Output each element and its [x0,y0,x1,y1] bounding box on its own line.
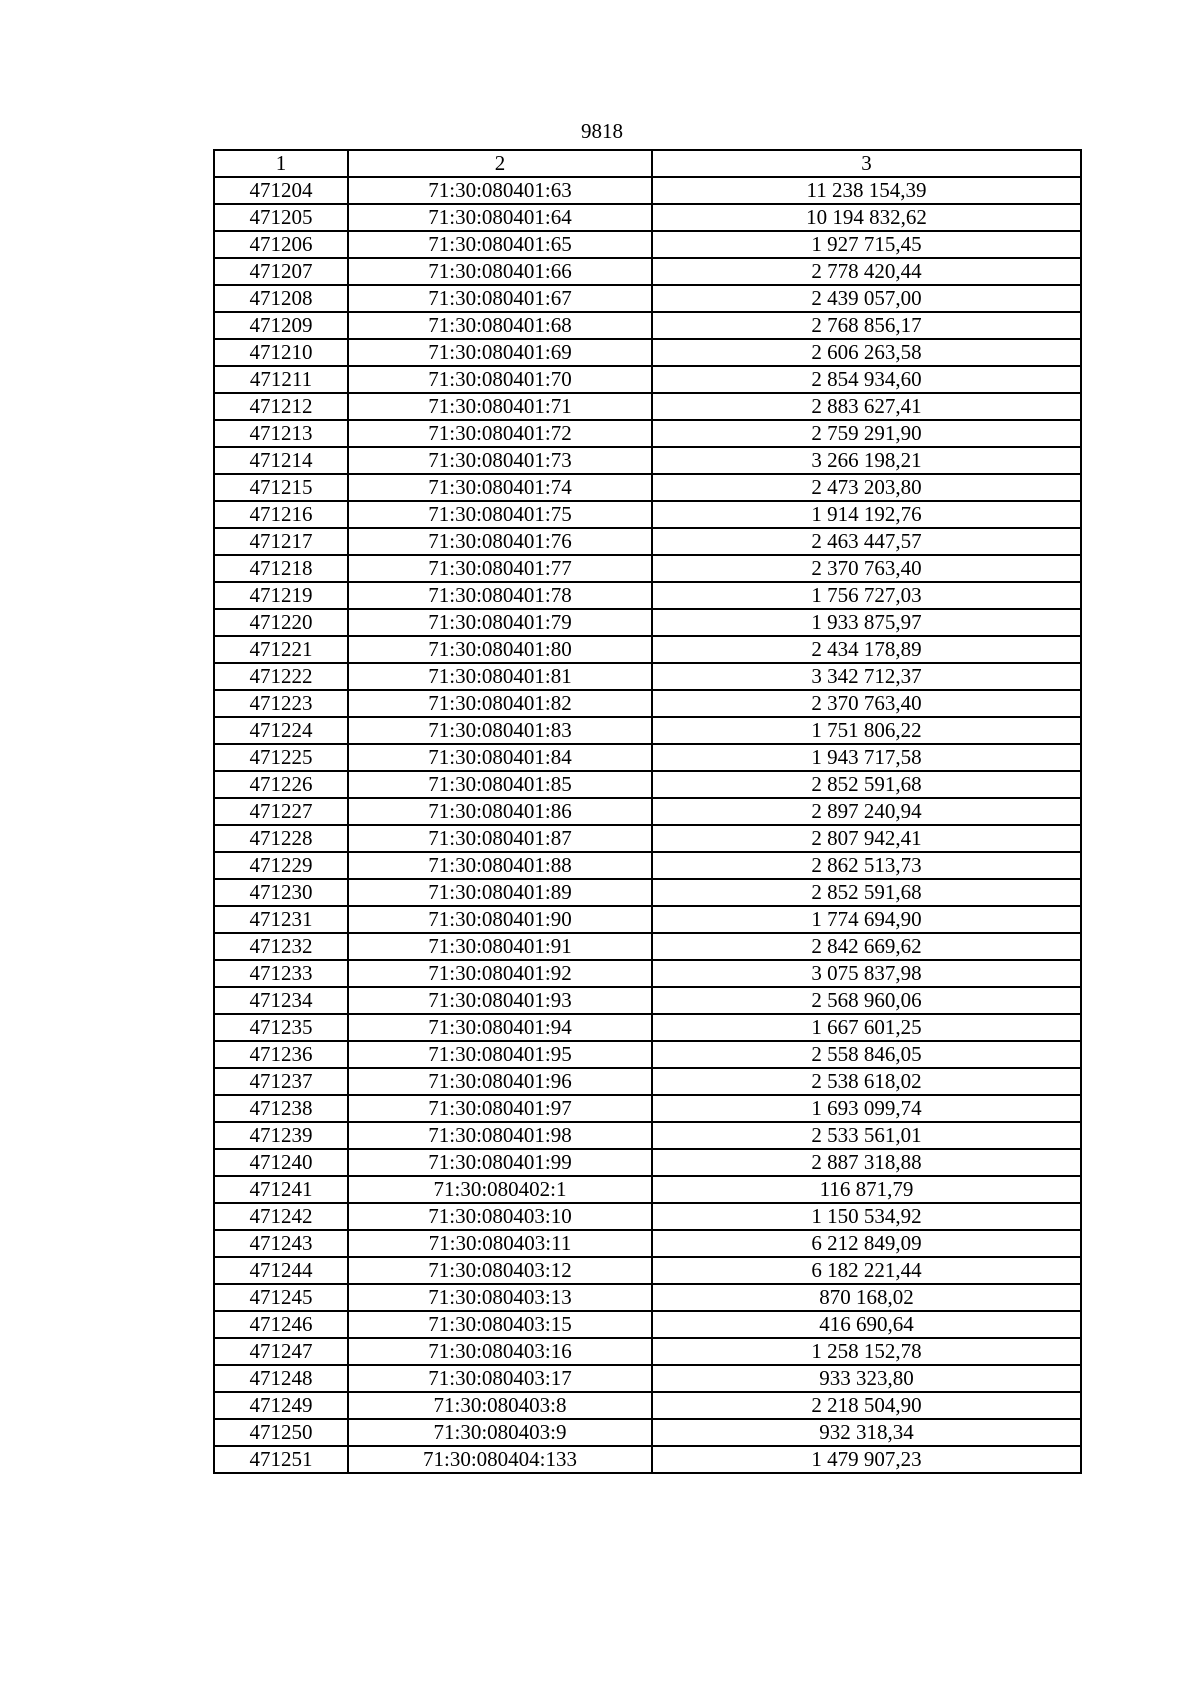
row-number-cell: 471207 [214,258,348,285]
value-cell: 3 342 712,37 [652,663,1081,690]
row-number-cell: 471251 [214,1446,348,1473]
table-row [214,1203,1081,1230]
table-row [214,1230,1081,1257]
cadastral-number-cell: 71:30:080403:12 [348,1257,652,1284]
value-cell: 2 370 763,40 [652,555,1081,582]
row-number-cell: 471241 [214,1176,348,1203]
cadastral-number-cell: 71:30:080401:70 [348,366,652,393]
row-number-cell: 471206 [214,231,348,258]
value-cell: 2 434 178,89 [652,636,1081,663]
value-cell: 2 854 934,60 [652,366,1081,393]
cadastral-number-cell: 71:30:080401:96 [348,1068,652,1095]
row-number-cell: 471244 [214,1257,348,1284]
value-cell: 1 927 715,45 [652,231,1081,258]
value-cell: 1 933 875,97 [652,609,1081,636]
value-cell: 6 212 849,09 [652,1230,1081,1257]
row-number-cell: 471212 [214,393,348,420]
value-cell: 3 266 198,21 [652,447,1081,474]
row-number-cell: 471222 [214,663,348,690]
value-cell: 1 693 099,74 [652,1095,1081,1122]
cadastral-number-cell: 71:30:080401:85 [348,771,652,798]
row-number-cell: 471249 [214,1392,348,1419]
row-number-cell: 471216 [214,501,348,528]
value-cell: 2 897 240,94 [652,798,1081,825]
value-cell: 870 168,02 [652,1284,1081,1311]
cadastral-number-cell: 71:30:080401:99 [348,1149,652,1176]
table-row [214,1149,1081,1176]
table-row [214,771,1081,798]
table-row [214,1419,1081,1446]
table-row [214,798,1081,825]
value-cell: 2 439 057,00 [652,285,1081,312]
table-row [214,1176,1081,1203]
row-number-cell: 471228 [214,825,348,852]
row-number-cell: 471248 [214,1365,348,1392]
table-row [214,879,1081,906]
cadastral-number-cell: 71:30:080403:8 [348,1392,652,1419]
page-number: 9818 [581,119,623,143]
cadastral-number-cell: 71:30:080401:73 [348,447,652,474]
value-cell: 932 318,34 [652,1419,1081,1446]
row-number-cell: 471221 [214,636,348,663]
row-number-cell: 471232 [214,933,348,960]
cadastral-number-cell: 71:30:080404:133 [348,1446,652,1473]
value-cell: 2 606 263,58 [652,339,1081,366]
table-row [214,1284,1081,1311]
row-number-cell: 471209 [214,312,348,339]
table-row [214,933,1081,960]
table-row [214,825,1081,852]
cadastral-number-cell: 71:30:080401:93 [348,987,652,1014]
table-row [214,906,1081,933]
value-cell: 1 258 152,78 [652,1338,1081,1365]
value-cell: 2 370 763,40 [652,690,1081,717]
table-row [214,231,1081,258]
cadastral-number-cell: 71:30:080401:82 [348,690,652,717]
row-number-cell: 471219 [214,582,348,609]
row-number-cell: 471213 [214,420,348,447]
table-row [214,717,1081,744]
value-cell: 2 463 447,57 [652,528,1081,555]
table-row [214,744,1081,771]
value-cell: 2 887 318,88 [652,1149,1081,1176]
table-row [214,474,1081,501]
table-row [214,1338,1081,1365]
cadastral-number-cell: 71:30:080403:17 [348,1365,652,1392]
row-number-cell: 471211 [214,366,348,393]
table-row [214,1392,1081,1419]
value-cell: 2 883 627,41 [652,393,1081,420]
value-cell: 2 807 942,41 [652,825,1081,852]
cadastral-number-cell: 71:30:080401:84 [348,744,652,771]
table-row [214,177,1081,204]
cadastral-number-cell: 71:30:080401:86 [348,798,652,825]
value-cell: 2 558 846,05 [652,1041,1081,1068]
cadastral-number-cell: 71:30:080401:91 [348,933,652,960]
value-cell: 2 473 203,80 [652,474,1081,501]
row-number-cell: 471220 [214,609,348,636]
row-number-cell: 471210 [214,339,348,366]
cadastral-number-cell: 71:30:080401:83 [348,717,652,744]
row-number-cell: 471246 [214,1311,348,1338]
cadastral-number-cell: 71:30:080401:94 [348,1014,652,1041]
cadastral-number-cell: 71:30:080401:63 [348,177,652,204]
cadastral-number-cell: 71:30:080401:87 [348,825,652,852]
table-row [214,1365,1081,1392]
table-row [214,852,1081,879]
cadastral-number-cell: 71:30:080401:67 [348,285,652,312]
row-number-cell: 471226 [214,771,348,798]
table-row [214,420,1081,447]
cadastral-number-cell: 71:30:080401:95 [348,1041,652,1068]
data-table [213,149,1082,1474]
value-cell: 933 323,80 [652,1365,1081,1392]
row-number-cell: 471218 [214,555,348,582]
value-cell: 2 842 669,62 [652,933,1081,960]
header-col-1: 1 [214,150,348,177]
row-number-cell: 471235 [214,1014,348,1041]
cadastral-number-cell: 71:30:080401:92 [348,960,652,987]
cadastral-number-cell: 71:30:080401:98 [348,1122,652,1149]
table-row [214,285,1081,312]
table-row [214,1095,1081,1122]
value-cell: 2 538 618,02 [652,1068,1081,1095]
row-number-cell: 471223 [214,690,348,717]
value-cell: 1 479 907,23 [652,1446,1081,1473]
cadastral-number-cell: 71:30:080403:9 [348,1419,652,1446]
row-number-cell: 471215 [214,474,348,501]
value-cell: 2 778 420,44 [652,258,1081,285]
value-cell: 2 533 561,01 [652,1122,1081,1149]
cadastral-number-cell: 71:30:080403:11 [348,1230,652,1257]
value-cell: 416 690,64 [652,1311,1081,1338]
value-cell: 2 852 591,68 [652,879,1081,906]
table-row [214,501,1081,528]
row-number-cell: 471229 [214,852,348,879]
cadastral-number-cell: 71:30:080402:1 [348,1176,652,1203]
cadastral-number-cell: 71:30:080403:15 [348,1311,652,1338]
cadastral-number-cell: 71:30:080403:13 [348,1284,652,1311]
table-row [214,960,1081,987]
table-row [214,366,1081,393]
value-cell: 2 759 291,90 [652,420,1081,447]
cadastral-number-cell: 71:30:080401:76 [348,528,652,555]
row-number-cell: 471204 [214,177,348,204]
table-row [214,1311,1081,1338]
table-row [214,1068,1081,1095]
row-number-cell: 471239 [214,1122,348,1149]
value-cell: 1 914 192,76 [652,501,1081,528]
value-cell: 1 667 601,25 [652,1014,1081,1041]
table-row [214,1041,1081,1068]
value-cell: 2 862 513,73 [652,852,1081,879]
cadastral-number-cell: 71:30:080401:88 [348,852,652,879]
cadastral-number-cell: 71:30:080401:79 [348,609,652,636]
table-row [214,987,1081,1014]
value-cell: 1 756 727,03 [652,582,1081,609]
cadastral-number-cell: 71:30:080401:81 [348,663,652,690]
table-body [214,177,1081,1473]
table-row [214,204,1081,231]
row-number-cell: 471242 [214,1203,348,1230]
row-number-cell: 471237 [214,1068,348,1095]
value-cell: 2 218 504,90 [652,1392,1081,1419]
cadastral-number-cell: 71:30:080401:77 [348,555,652,582]
cadastral-number-cell: 71:30:080401:80 [348,636,652,663]
cadastral-number-cell: 71:30:080403:16 [348,1338,652,1365]
table-row [214,1014,1081,1041]
cadastral-number-cell: 71:30:080401:69 [348,339,652,366]
table-row [214,555,1081,582]
table-row [214,690,1081,717]
cadastral-number-cell: 71:30:080401:78 [348,582,652,609]
header-row [214,150,1081,177]
cadastral-number-cell: 71:30:080401:89 [348,879,652,906]
table-row [214,1122,1081,1149]
value-cell: 2 768 856,17 [652,312,1081,339]
cadastral-number-cell: 71:30:080401:72 [348,420,652,447]
cadastral-number-cell: 71:30:080401:64 [348,204,652,231]
table-header [214,150,1081,177]
cadastral-number-cell: 71:30:080401:75 [348,501,652,528]
table-row [214,312,1081,339]
row-number-cell: 471231 [214,906,348,933]
table-row [214,339,1081,366]
row-number-cell: 471224 [214,717,348,744]
table-row [214,447,1081,474]
table-row [214,636,1081,663]
cadastral-number-cell: 71:30:080401:74 [348,474,652,501]
table-row [214,1257,1081,1284]
cadastral-number-cell: 71:30:080401:90 [348,906,652,933]
header-col-2: 2 [348,150,652,177]
cadastral-number-cell: 71:30:080401:97 [348,1095,652,1122]
table-row [214,609,1081,636]
header-col-3: 3 [652,150,1081,177]
row-number-cell: 471230 [214,879,348,906]
table-row [214,393,1081,420]
row-number-cell: 471214 [214,447,348,474]
row-number-cell: 471238 [214,1095,348,1122]
value-cell: 2 852 591,68 [652,771,1081,798]
row-number-cell: 471217 [214,528,348,555]
value-cell: 3 075 837,98 [652,960,1081,987]
value-cell: 1 943 717,58 [652,744,1081,771]
value-cell: 116 871,79 [652,1176,1081,1203]
value-cell: 6 182 221,44 [652,1257,1081,1284]
cadastral-number-cell: 71:30:080401:65 [348,231,652,258]
value-cell: 11 238 154,39 [652,177,1081,204]
value-cell: 10 194 832,62 [652,204,1081,231]
table-row [214,582,1081,609]
value-cell: 1 150 534,92 [652,1203,1081,1230]
value-cell: 2 568 960,06 [652,987,1081,1014]
table-row [214,663,1081,690]
cadastral-number-cell: 71:30:080401:66 [348,258,652,285]
row-number-cell: 471234 [214,987,348,1014]
table-row [214,258,1081,285]
table-row [214,528,1081,555]
row-number-cell: 471250 [214,1419,348,1446]
value-cell: 1 774 694,90 [652,906,1081,933]
table-row [214,1446,1081,1473]
row-number-cell: 471240 [214,1149,348,1176]
row-number-cell: 471208 [214,285,348,312]
cadastral-number-cell: 71:30:080403:10 [348,1203,652,1230]
cadastral-number-cell: 71:30:080401:71 [348,393,652,420]
cadastral-number-cell: 71:30:080401:68 [348,312,652,339]
value-cell: 1 751 806,22 [652,717,1081,744]
row-number-cell: 471236 [214,1041,348,1068]
row-number-cell: 471247 [214,1338,348,1365]
row-number-cell: 471225 [214,744,348,771]
row-number-cell: 471227 [214,798,348,825]
row-number-cell: 471233 [214,960,348,987]
row-number-cell: 471245 [214,1284,348,1311]
row-number-cell: 471243 [214,1230,348,1257]
row-number-cell: 471205 [214,204,348,231]
